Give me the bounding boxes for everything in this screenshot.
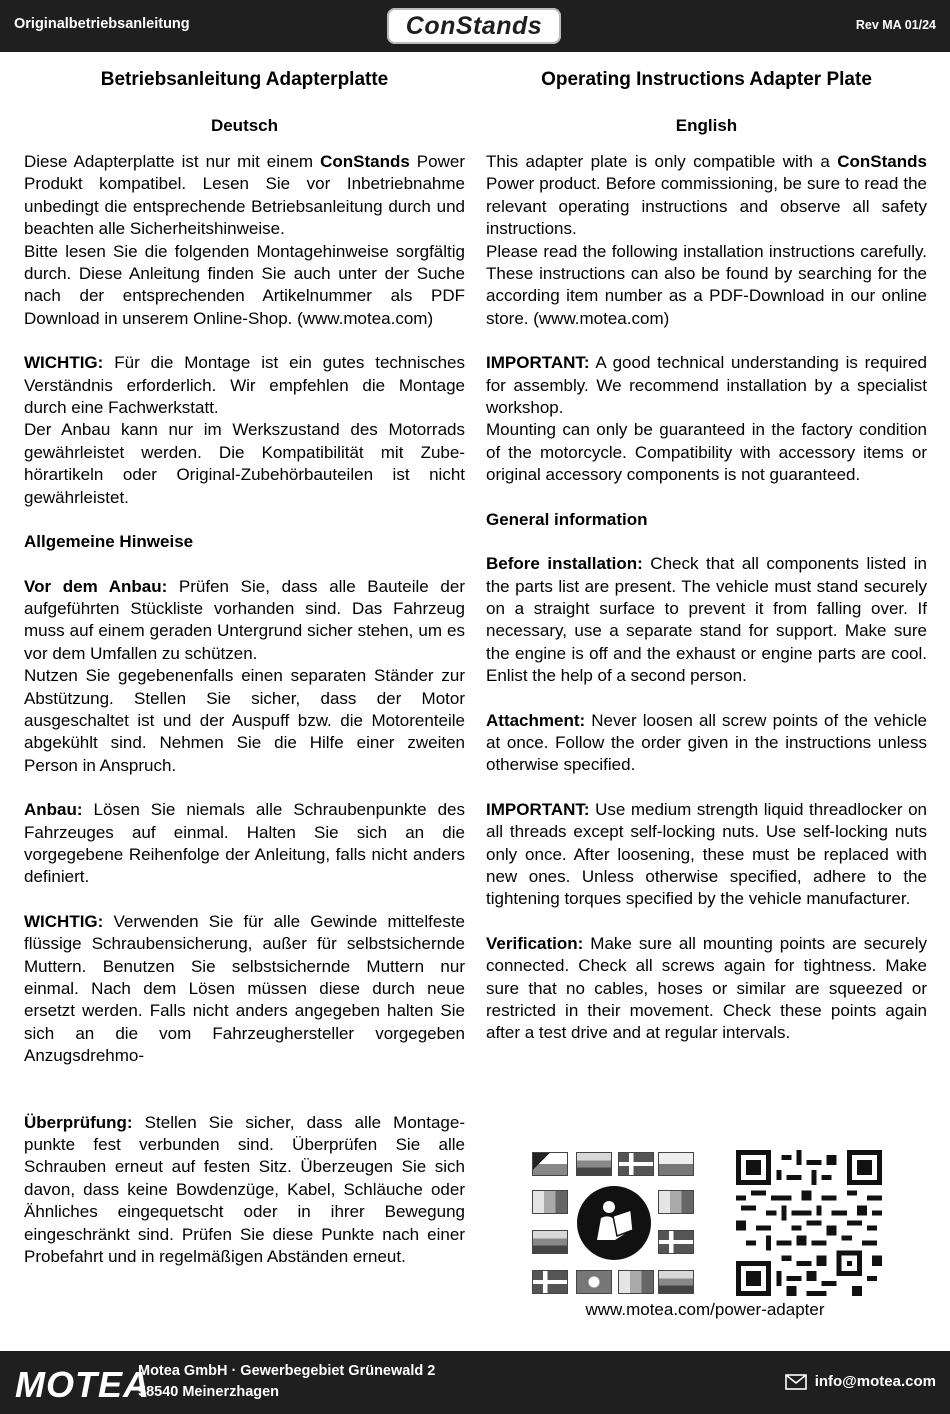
- flag-icon: [576, 1270, 612, 1294]
- envelope-icon: [785, 1374, 807, 1390]
- text-span: Use medium strength liquid threadlocker on all threads except self-locking nuts. Use self-locking nuts only once. After loosening, these must be replaced with new ones. Unless otherwise specified, adhere to the tightening torques specified by the vehicle manufacturer.: [486, 799, 927, 909]
- flag-icon: [658, 1190, 694, 1214]
- text-span: Diese Adapterplatte ist nur mit einem: [24, 152, 321, 171]
- text-span: Prüfen Sie, dass alle Bauteile der aufgeführten Stückliste vorhanden sind. Das Fahrzeug muss auf einem geraden Untergrund sicher stehen, um es vor dem Umfallen zu schützen.: [24, 576, 465, 663]
- motea-logo: MOTEA: [15, 1364, 150, 1405]
- constands-logo: [387, 8, 561, 44]
- important-label: IMPORTANT:: [486, 799, 590, 819]
- brand-name: ConStands: [837, 152, 927, 171]
- german-section-heading: Allgemeine Hinweise: [24, 532, 194, 552]
- address-line-1: Motea GmbH · Gewerbegebiet Grünewald 2: [138, 1363, 436, 1379]
- flag-icon: [532, 1230, 568, 1254]
- section-label: Attachment:: [486, 710, 586, 730]
- german-paragraph: Bitte lesen Sie die folgenden Montagehinweise sorgfältig durch. Diese Anleitung finden Sie auch unter der Suche nach der entsprechenden Artikelnummer als PDF Download in unserem Online-Shop. (www.motea.com): [24, 241, 465, 328]
- header-left-label: Originalbetriebsanleitung: [14, 16, 190, 32]
- text-span: Für die Montage ist ein gutes technisches Verständnis erforderlich. Wir empfehlen die Montage durch eine Fachwerkstatt.: [24, 353, 465, 418]
- flag-icon: [658, 1152, 694, 1176]
- flag-icon: [532, 1190, 568, 1214]
- german-important-paragraph: [24, 352, 465, 419]
- german-important-threadlock: [24, 911, 465, 1068]
- flag-icon: [658, 1270, 694, 1294]
- english-important-threadlock: [486, 799, 927, 911]
- german-column: [24, 66, 465, 1290]
- text-span: Never loosen all screw points of the vehicle at once. Follow the order given in the instructions unless otherwise specified.: [486, 710, 927, 775]
- manual-glyph: [587, 1196, 641, 1250]
- email-address[interactable]: info@motea.com: [814, 1373, 936, 1390]
- text-span: Power Produkt kompatibel. Lesen Sie vor Inbetriebnahme unbedingt die entsprechende Betriebsanleitung durch und beachten alle Sicherheitshinweise.: [24, 152, 465, 239]
- important-label: WICHTIG:: [24, 911, 104, 931]
- read-manual-icon: [577, 1186, 651, 1260]
- flag-icon: [576, 1152, 612, 1176]
- english-section-heading: General information: [486, 509, 648, 529]
- english-title: Operating Instructions Adapter Plate: [541, 69, 872, 90]
- power-adapter-url[interactable]: www.motea.com/power-adapter: [585, 1300, 825, 1319]
- flag-icon: [618, 1270, 654, 1294]
- flag-icon: [532, 1270, 568, 1294]
- english-intro-paragraph: [486, 151, 927, 241]
- english-paragraph: Mounting can only be guaranteed in the factory condition of the motorcycle. Compatibility with accessory items or original accessory components is not guaranteed.: [486, 420, 927, 485]
- section-label: Vor dem Anbau:: [24, 576, 168, 596]
- german-intro-paragraph: [24, 151, 465, 241]
- german-before-installation: [24, 576, 465, 666]
- english-before-installation: [486, 553, 927, 687]
- flag-icon: [532, 1152, 568, 1176]
- english-language-label: English: [675, 116, 738, 135]
- text-span: This adapter plate is only compatible with a: [486, 152, 838, 171]
- german-language-label: Deutsch: [210, 116, 279, 135]
- language-icons-panel: [530, 1148, 885, 1298]
- text-span: Make sure all mounting points are securely connected. Check all screws again for tightness. Make sure that no cables, hoses or similar are squeezed or restricted in their movement. Check these points again after a test drive and at regular intervals.: [486, 933, 927, 1043]
- text-span: A good technical understanding is required for assembly. We recommend installation by a specialist workshop.: [486, 353, 927, 418]
- text-span: Verwenden Sie für alle Gewinde mittelfeste flüssige Schraubensicherung, außer für selbstsichernde Muttern. Benutzen Sie selbstsichernde Muttern nur einmal. Nach dem Lösen müssen diese durch neue ersetzt werden. Falls nicht anders angegeben halten Sie sich an die vom Fahrzeughersteller vorgegeben Anzugsdrehmo-: [24, 911, 465, 1066]
- section-label: Anbau:: [24, 800, 83, 820]
- logo-text: ConStands: [405, 11, 543, 40]
- company-address: [138, 1361, 435, 1403]
- email-contact[interactable]: [785, 1373, 936, 1390]
- revision-label: Rev MA 01/24: [855, 18, 936, 32]
- english-column: [486, 66, 927, 1067]
- header-bar: [0, 0, 950, 52]
- text-span: Check that all components listed in the parts list are present. The vehicle must stand securely on a straight surface to prevent it from falling over. If necessary, use a separate stand for support. Make sure the engine is off and the exhaust or engine parts are cool. Enlist the help of a second person.: [486, 554, 927, 686]
- address-line-2: 58540 Meinerzhagen: [138, 1384, 280, 1400]
- footer-bar: [0, 1351, 950, 1414]
- english-verification: [486, 933, 927, 1045]
- important-label: IMPORTANT:: [486, 353, 590, 373]
- flag-icon: [618, 1152, 654, 1176]
- qr-code: [736, 1150, 882, 1296]
- german-paragraph: Nutzen Sie gegebenenfalls einen separaten Ständer zur Abstützung. Stellen Sie sicher, dass der Motor ausgeschaltet ist und der Auspuff bzw. die Motorenteile abgekühlt sind. Nehmen Sie die Hilfe einer zweiten Person in Anspruch.: [24, 666, 465, 775]
- german-title: Betriebsanleitung Adapterplatte: [100, 69, 389, 90]
- text-span: Lösen Sie niemals alle Schraubenpunkte des Fahrzeuges auf einmal. Halten Sie sich an die vorgegebene Reihenfolge der Anleitung, falls nicht anders definiert.: [24, 800, 465, 887]
- english-important-paragraph: [486, 352, 927, 419]
- section-label: Überprüfung:: [24, 1112, 133, 1132]
- german-paragraph: Der Anbau kann nur im Werkszustand des Motorrads gewährleistet werden. Die Kompatibilität mit Zubehörartikeln oder Original-Zubehörbauteilen ist nicht gewährleistet.: [24, 420, 465, 507]
- section-label: Before installation:: [486, 554, 643, 574]
- important-label: WICHTIG:: [24, 353, 104, 373]
- german-attachment: [24, 799, 465, 889]
- flag-icon: [658, 1230, 694, 1254]
- text-span: Power product. Before commissioning, be sure to read the relevant operating instructions and observe all safety instructions.: [486, 174, 927, 239]
- english-paragraph: Please read the following installation instructions carefully. These instructions can also be found by searching for the according item number as a PDF-Download in our online store. (www.motea.com): [486, 241, 927, 328]
- text-span: Stellen Sie sicher, dass alle Montagepunkte fest verbunden sind. Überprüfen Sie alle Schrauben erneut auf festen Sitz. Überzeugen Sie sich davon, dass keine Bowdenzüge, Kabel, Schläuche oder Ähnliches eingequetscht oder in ihrer Bewegung eingeschränkt sind. Prüfen Sie diese Punkte nach einer Probefahrt und in regelmäßigen Abständen erneut.: [24, 1112, 465, 1267]
- section-label: Verification:: [486, 933, 584, 953]
- brand-name: ConStands: [320, 152, 410, 171]
- german-verification: [24, 1112, 465, 1269]
- english-attachment: [486, 710, 927, 777]
